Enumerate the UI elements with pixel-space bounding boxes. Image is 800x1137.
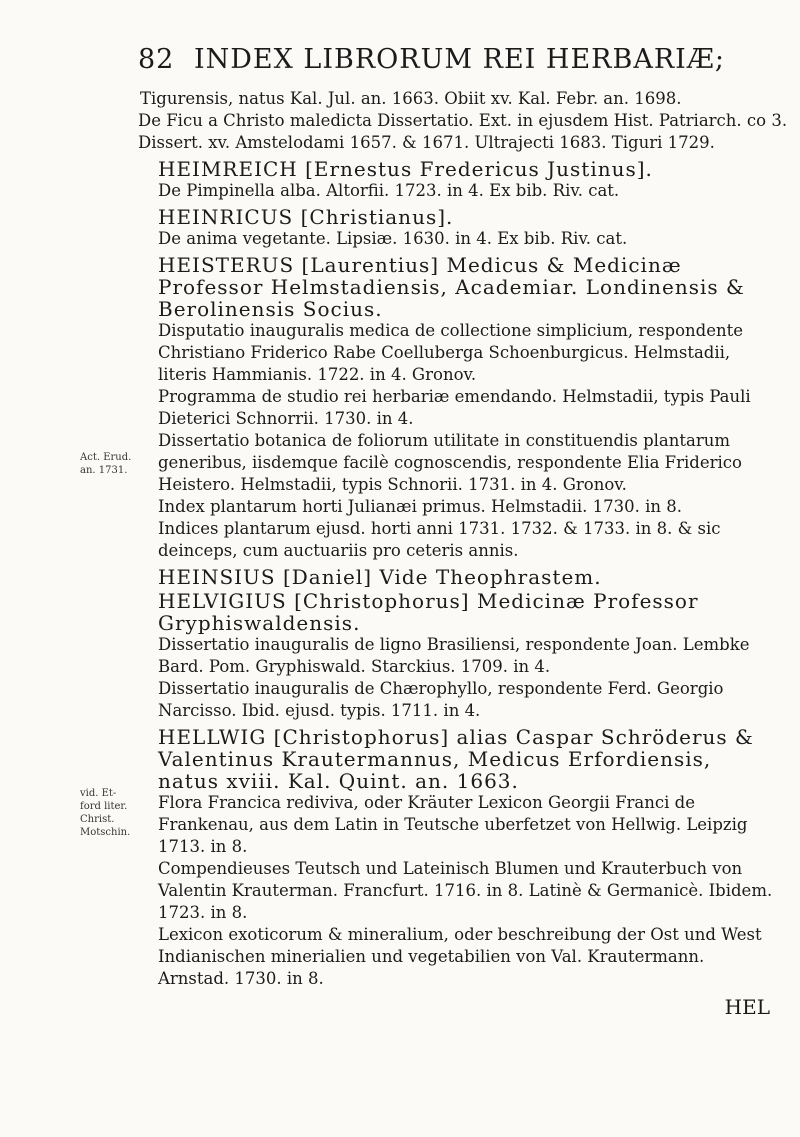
entry-text: De anima vegetante. Lipsiæ. 1630. in 4. Ex bib. Riv. cat. (158, 229, 628, 248)
entry-text: Programma de studio rei herbariæ emendando. Helmstadii, typis Pauli Dieterici Schnorrii. 1730. in 4. (158, 387, 751, 428)
entry-heading: HELVIGIUS [Christophorus] Medicinæ Professor Gryphiswaldensis. (158, 589, 699, 635)
entry-text: Dissertatio inauguralis de Chærophyllo, respondente Ferd. Georgio Narcisso. Ibid. ejusd. typis. 1711. in 4. (158, 679, 724, 720)
entry-text: Compendieuses Teutsch und Lateinisch Blumen und Krauterbuch von Valentin Krauterman. Francfurt. 1716. in 8. Latinè & Germanicè. Ibidem. 1723. in 8. (158, 859, 773, 922)
entry-text: Index plantarum horti Julianæi primus. Helmstadii. 1730. in 8. (158, 497, 683, 516)
entry-text: Dissertatio inauguralis de ligno Brasiliensi, respondente Joan. Lembke Bard. Pom. Gryphiswald. Starckius. 1709. in 4. (158, 635, 750, 676)
entry-heading: HEINRICUS [Christianus]. (158, 205, 454, 229)
index-entries (110, 88, 790, 1018)
page-header (138, 44, 778, 75)
entry-text: Flora Francica rediviva, oder Kräuter Lexicon Georgii Franci de Frankenau, aus dem Latin in Teutsche uberfetzet von Hellwig. Leipzig 1713. in 8. (158, 793, 748, 856)
margin-note: Act. Erud. an. 1731. (80, 452, 132, 476)
entry-text: Indices plantarum ejusd. horti anni 1731. 1732. & 1733. in 8. & sic deinceps, cum auctuariis pro ceteris annis. (158, 519, 721, 560)
margin-note: vid. Et-ford liter. Christ. Motschin. (80, 788, 131, 838)
entry-text: Tigurensis, natus Kal. Jul. an. 1663. Obiit xv. Kal. Febr. an. 1698. (140, 89, 682, 108)
entry-text: Disputatio inauguralis medica de collectione simplicium, respondente Christiano Friderico Rabe Coelluberga Schoenburgicus. Helmstadii, literis Hammianis. 1722. in 4. Gronov. (158, 321, 744, 384)
entry-heading: HEINSIUS [Daniel] Vide Theophrastem. (158, 565, 602, 589)
entry-text: Lexicon exoticorum & mineralium, oder beschreibung der Ost und West Indianischen minerialien und vegetabilien von Val. Krautermann. Arnstad. 1730. in 8. (158, 925, 762, 988)
entry-text: Dissertatio botanica de foliorum utilitate in constituendis plantarum generibus, iisdemque facilè cognoscendis, respondente Elia Friderico Heistero. Helmstadii, typis Schnorii. 1731. in 4. Gronov. (158, 431, 742, 494)
entry-heading: HELLWIG [Christophorus] alias Caspar Schröderus & Valentinus Krautermannus, Medicus Erfordiensis, natus xviii. Kal. Quint. an. 1663. (158, 725, 754, 793)
running-title: INDEX LIBRORUM REI HERBARIÆ; (193, 44, 725, 75)
entry-text: De Ficu a Christo maledicta Dissertatio. Ext. in ejusdem Hist. Patriarch. co 3. Dissert. xv. Amstelodami 1657. & 1671. Ultrajecti 1683. Tiguri 1729. (138, 111, 788, 152)
page-number: 82 (138, 44, 175, 75)
entry-text: De Pimpinella alba. Altorfii. 1723. in 4. Ex bib. Riv. cat. (158, 181, 620, 200)
catchword: HEL (724, 995, 770, 1019)
entry-heading: HEISTERUS [Laurentius] Medicus & Medicinæ Professor Helmstadiensis, Academiar. Londinensis & Berolinensis Socius. (158, 253, 745, 321)
entry-heading: HEIMREICH [Ernestus Fredericus Justinus]. (158, 157, 653, 181)
